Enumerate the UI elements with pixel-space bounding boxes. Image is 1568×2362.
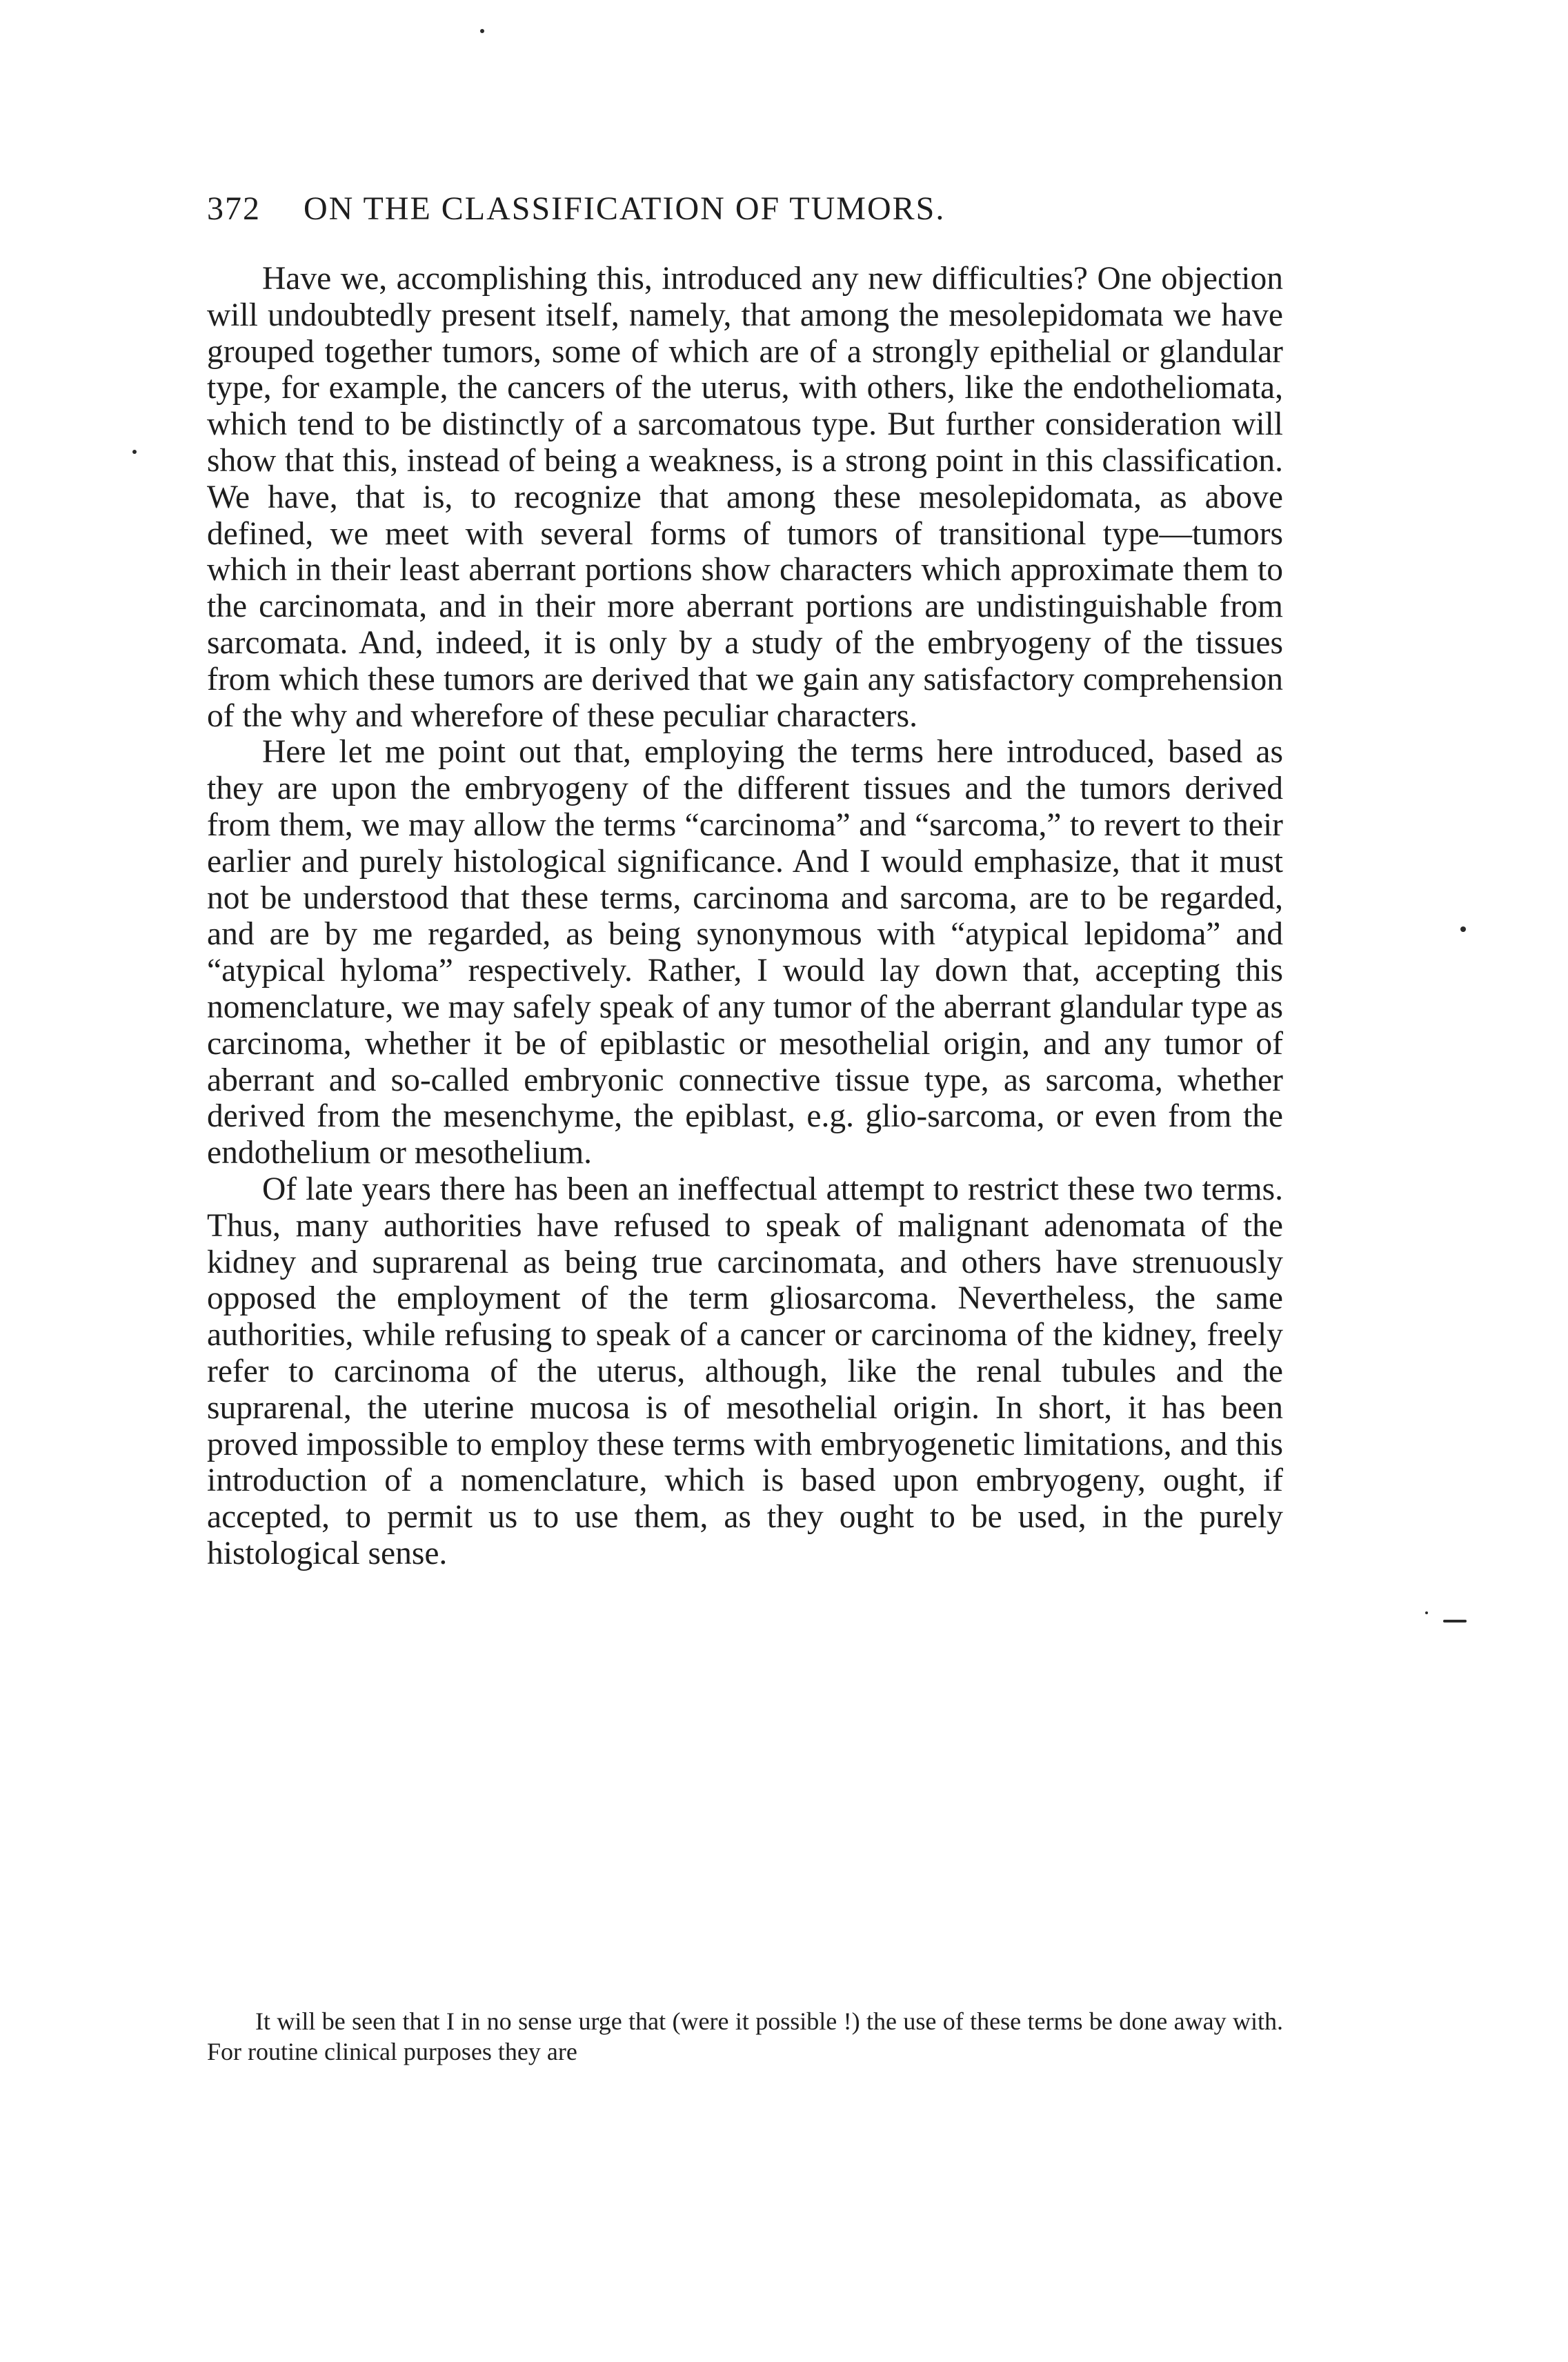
scan-speck [480,29,484,33]
paragraph-3: Of late years there has been an ineffectual attempt to restrict these two terms. Thus, many authorities have refused to speak of malignant adenomata of the kidney and suprarenal as being true carcinomata, and others have strenuously opposed the employment of the term gliosarcoma. Nevertheless, the same authorities, while refusing to speak of a cancer or carcinoma of the kidney, freely refer to carcinoma of the uterus, although, like the renal tubules and the suprarenal, the uterine mucosa is of mesothelial origin. In short, it has been proved impossible to employ these terms with embryogenetic limitations, and this introduction of a nomenclature, which is based upon embryogeny, ought, if accepted, to permit us to use them, as they ought to be used, in the purely histological sense. [207,1171,1283,1571]
paragraph-1: Have we, accomplishing this, introduced any new difficulties? One objection will undoubtedly present itself, namely, that among the mesolepidomata we have grouped together tumors, some of which are of a strongly epithelial or glandular type, for example, the cancers of the uterus, with others, like the endotheliomata, which tend to be distinctly of a sarcomatous type. But further consideration will show that this, instead of being a weakness, is a strong point in this classification. We have, that is, to recognize that among these mesolepidomata, as above defined, we meet with several forms of tumors of transitional type—tumors which in their least aberrant portions show characters which approximate them to the carcinomata, and in their more aberrant portions are undistinguishable from sarcomata. And, indeed, it is only by a study of the embryogeny of the tissues from which these tumors are derived that we gain any satisfactory comprehension of the why and wherefore of these peculiar characters. [207,261,1283,734]
page-number: 372 [207,190,261,227]
scan-mark [1443,1620,1467,1622]
footnote: It will be seen that I in no sense urge that (were it possible !) the use of these terms be done away with. For routine clinical purposes they are [207,2007,1283,2065]
body-text [207,261,1283,1572]
chapter-title: ON THE CLASSIFICATION OF TUMORS. [304,190,946,227]
scan-speck [132,450,137,454]
scan-speck [1460,926,1466,932]
paragraph-2: Here let me point out that, employing the terms here introduced, based as they are upon the embryogeny of the different tissues and the tumors derived from them, we may allow the terms “carcinoma” and “sarcoma,” to revert to their earlier and purely histological significance. And I would emphasize, that it must not be understood that these terms, carcinoma and sarcoma, are to be regarded, and are by me regarded, as being synonymous with “atypical lepidoma” and “atypical hyloma” respectively. Rather, I would lay down that, accepting this nomenclature, we may safely speak of any tumor of the aberrant glandular type as carcinoma, whether it be of epiblastic or mesothelial origin, and any tumor of aberrant and so-called embryonic connective tissue type, as sarcoma, whether derived from the mesenchyme, the epiblast, e.g. glio-sarcoma, or even from the endothelium or mesothelium. [207,734,1283,1171]
scan-speck [1425,1611,1428,1614]
running-head [207,190,1283,228]
